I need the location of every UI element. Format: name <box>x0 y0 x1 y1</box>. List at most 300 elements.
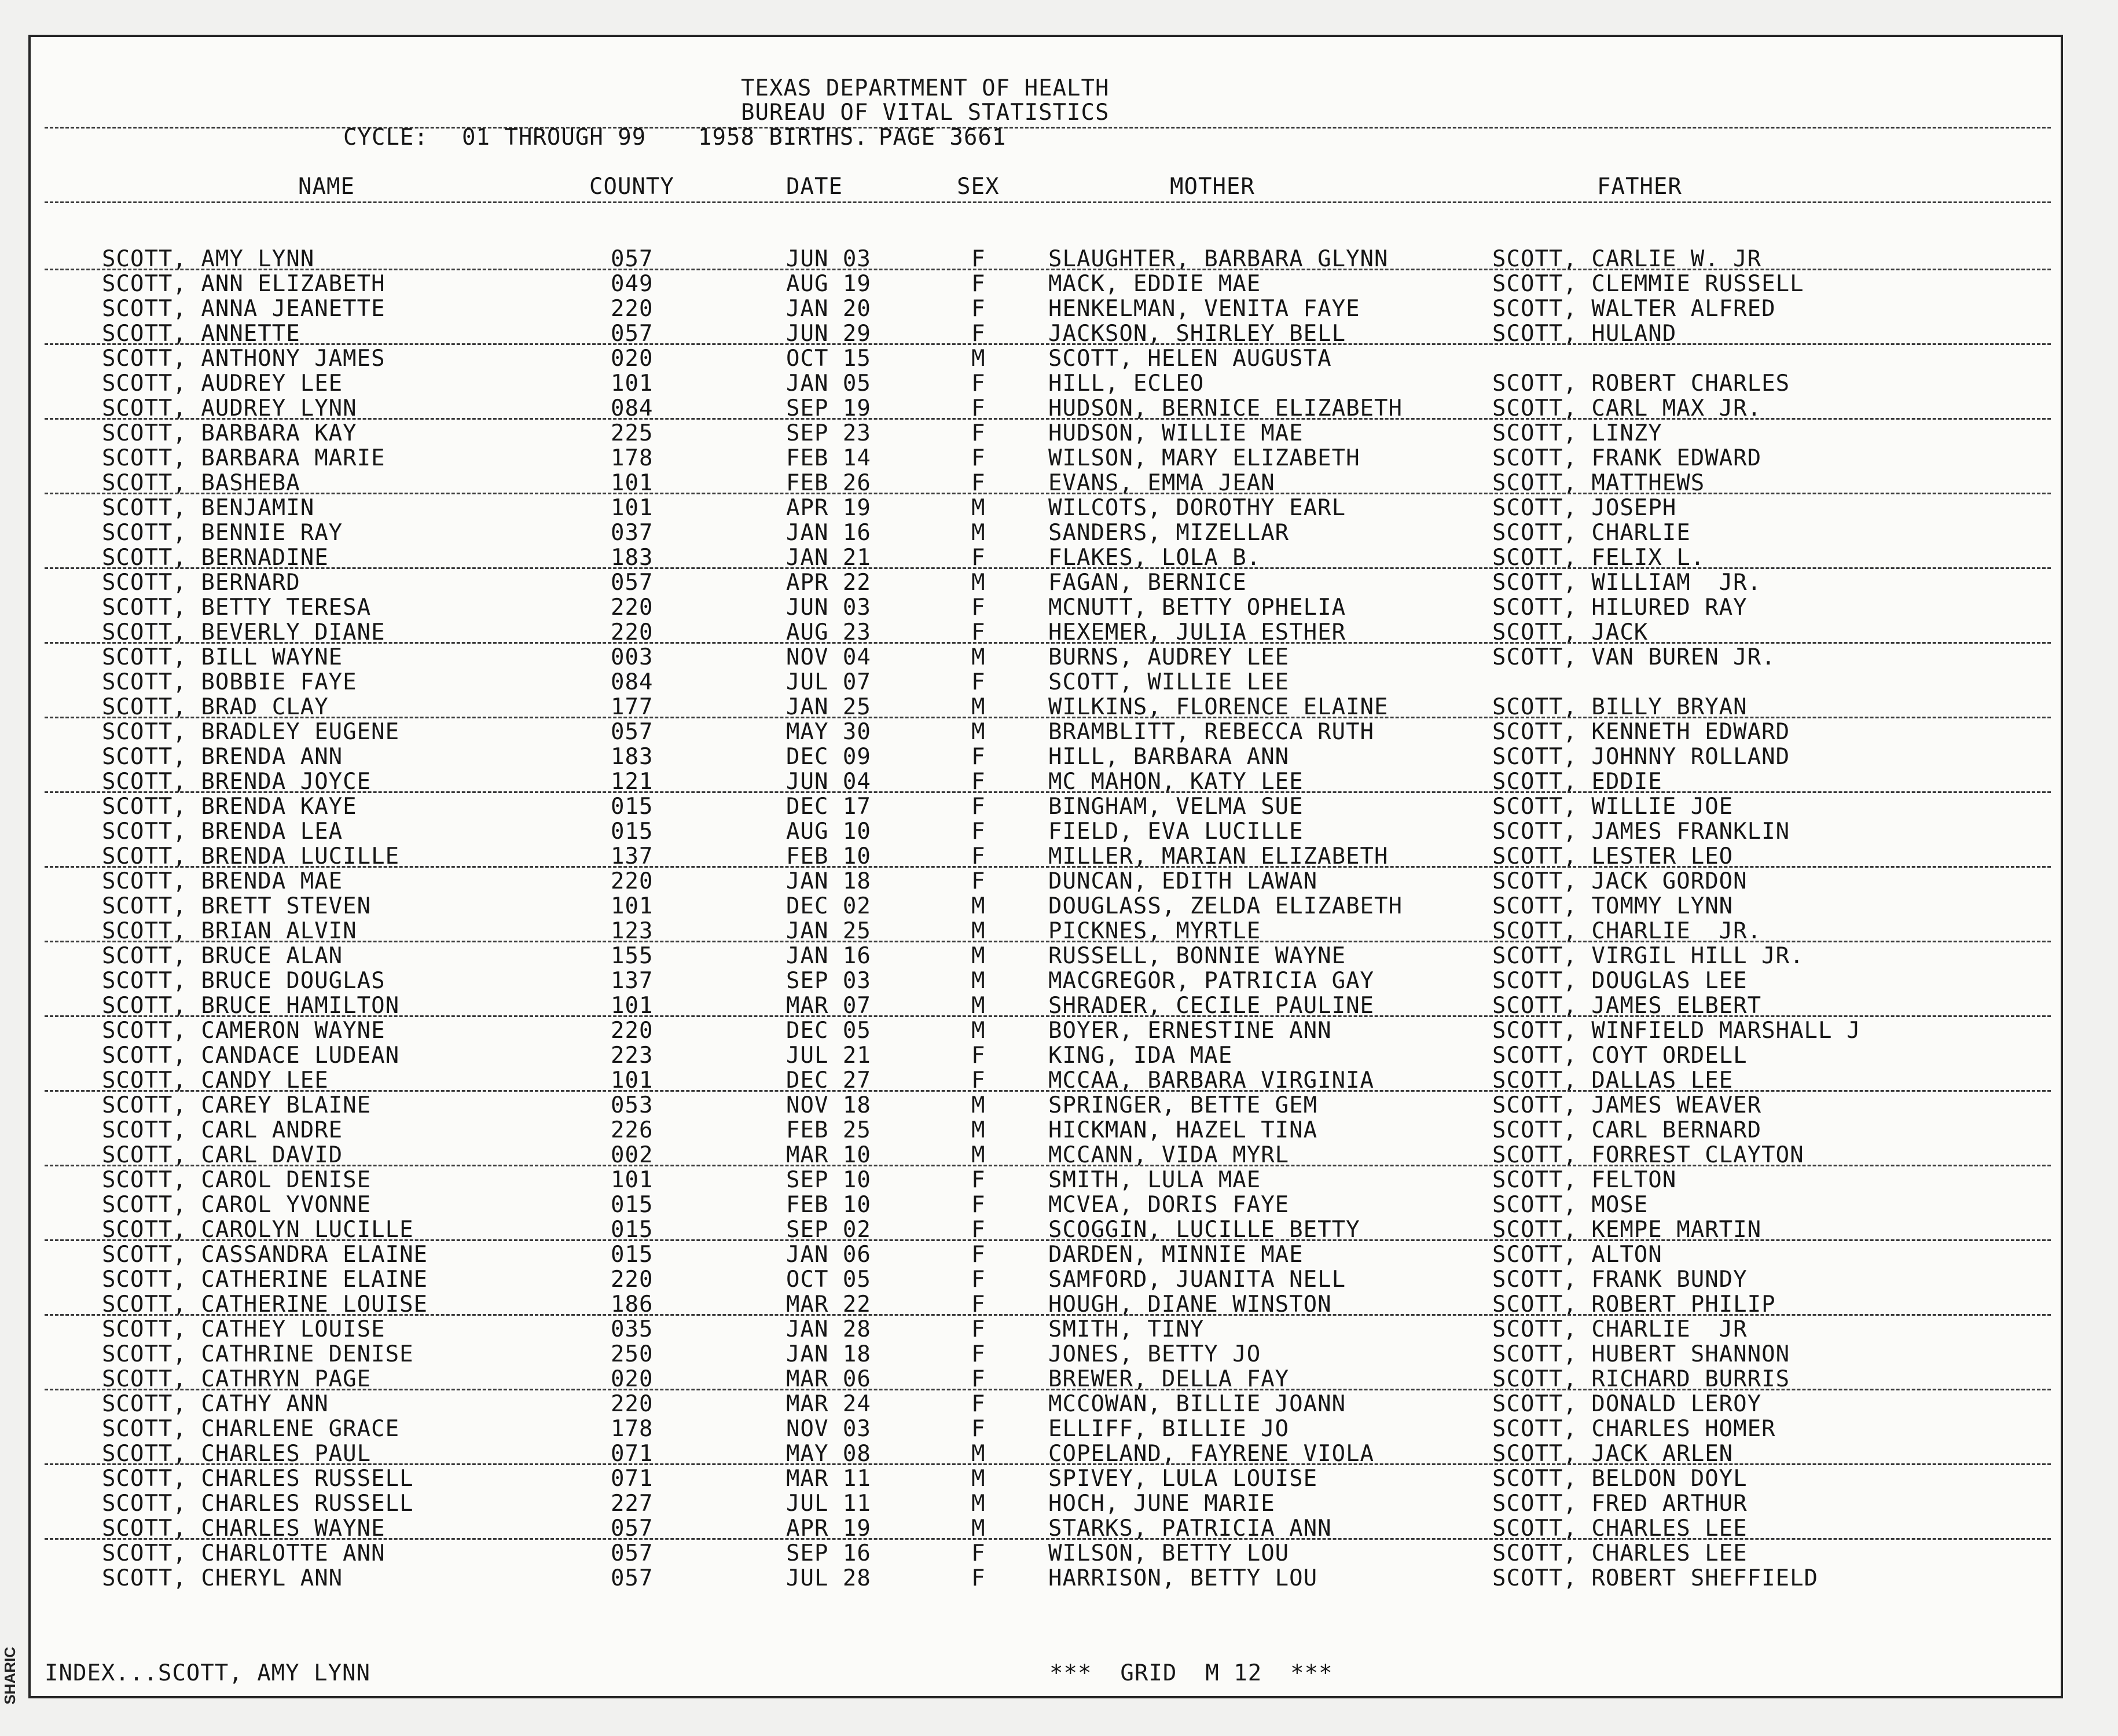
record-name: SCOTT, BRENDA LUCILLE <box>102 843 400 869</box>
record-mother: SMITH, LULA MAE <box>1048 1167 1261 1193</box>
table-row <box>31 993 2065 1018</box>
record-father: SCOTT, EDDIE <box>1492 769 1662 795</box>
record-father: SCOTT, BELDON DOYL <box>1492 1466 1748 1492</box>
table-row <box>31 919 2065 944</box>
record-date: JUN 29 <box>786 321 871 347</box>
record-father: SCOTT, BILLY BRYAN <box>1492 694 1748 720</box>
table-row <box>31 720 2065 744</box>
record-sex: F <box>971 1291 986 1317</box>
record-county: 015 <box>611 1192 654 1218</box>
record-date: FEB 10 <box>786 843 871 869</box>
record-mother: DOUGLASS, ZELDA ELIZABETH <box>1048 893 1403 919</box>
table-row <box>31 620 2065 645</box>
record-date: FEB 26 <box>786 470 871 496</box>
table-row <box>31 794 2065 819</box>
record-date: JAN 28 <box>786 1316 871 1342</box>
record-date: SEP 03 <box>786 968 871 994</box>
record-father: SCOTT, FORREST CLAYTON <box>1492 1142 1804 1168</box>
record-date: SEP 19 <box>786 395 871 421</box>
table-row <box>31 1118 2065 1143</box>
table-row <box>31 670 2065 695</box>
row-separator <box>45 1389 2051 1390</box>
record-sex: F <box>971 619 986 645</box>
record-mother: HENKELMAN, VENITA FAYE <box>1048 296 1360 322</box>
record-date: JUL 11 <box>786 1491 871 1517</box>
table-row <box>31 271 2065 296</box>
table-row <box>31 1516 2065 1541</box>
record-mother: BURNS, AUDREY LEE <box>1048 644 1290 670</box>
record-father: SCOTT, ALTON <box>1492 1242 1662 1268</box>
record-sex: F <box>971 246 986 272</box>
record-sex: M <box>971 1092 986 1118</box>
record-name: SCOTT, ANNETTE <box>102 321 300 347</box>
row-separator <box>45 866 2051 868</box>
record-date: APR 22 <box>786 570 871 596</box>
row-separator <box>45 717 2051 718</box>
record-father: SCOTT, WALTER ALFRED <box>1492 296 1776 322</box>
record-sex: F <box>971 296 986 322</box>
record-name: SCOTT, CATHERINE ELAINE <box>102 1267 428 1293</box>
record-father: SCOTT, CHARLIE <box>1492 520 1691 546</box>
record-name: SCOTT, ANN ELIZABETH <box>102 271 386 297</box>
record-father: SCOTT, FRANK EDWARD <box>1492 445 1762 471</box>
record-county: 057 <box>611 246 654 272</box>
record-mother: BRAMBLITT, REBECCA RUTH <box>1048 719 1375 745</box>
row-separator <box>45 642 2051 644</box>
record-mother: HUDSON, WILLIE MAE <box>1048 420 1304 446</box>
record-name: SCOTT, CAREY BLAINE <box>102 1092 372 1118</box>
record-sex: M <box>971 719 986 745</box>
page-number: PAGE 3661 <box>879 124 1007 151</box>
record-name: SCOTT, CATHRYN PAGE <box>102 1366 372 1392</box>
record-father: SCOTT, KENNETH EDWARD <box>1492 719 1790 745</box>
record-mother: HICKMAN, HAZEL TINA <box>1048 1117 1318 1143</box>
record-mother: HARRISON, BETTY LOU <box>1048 1565 1318 1591</box>
record-name: SCOTT, BRADLEY EUGENE <box>102 719 400 745</box>
record-mother: FAGAN, BERNICE <box>1048 570 1247 596</box>
record-date: JAN 25 <box>786 694 871 720</box>
record-father: SCOTT, ROBERT CHARLES <box>1492 370 1790 397</box>
record-name: SCOTT, BRAD CLAY <box>102 694 329 720</box>
record-sex: F <box>971 420 986 446</box>
record-county: 003 <box>611 644 654 670</box>
record-mother: RUSSELL, BONNIE WAYNE <box>1048 943 1346 969</box>
record-county: 020 <box>611 1366 654 1392</box>
record-father: SCOTT, HUBERT SHANNON <box>1492 1341 1790 1367</box>
record-father: SCOTT, ROBERT SHEFFIELD <box>1492 1565 1819 1591</box>
record-county: 186 <box>611 1291 654 1317</box>
record-county: 250 <box>611 1341 654 1367</box>
record-name: SCOTT, CATHY ANN <box>102 1391 329 1417</box>
table-row <box>31 1267 2065 1292</box>
record-date: MAY 30 <box>786 719 871 745</box>
record-county: 225 <box>611 420 654 446</box>
table-row <box>31 1068 2065 1093</box>
record-date: JUN 03 <box>786 594 871 621</box>
record-county: 035 <box>611 1316 654 1342</box>
table-row <box>31 1192 2065 1217</box>
record-county: 137 <box>611 968 654 994</box>
record-date: DEC 02 <box>786 893 871 919</box>
record-name: SCOTT, BOBBIE FAYE <box>102 669 357 695</box>
table-row <box>31 1143 2065 1168</box>
record-sex: F <box>971 1192 986 1218</box>
record-date: NOV 03 <box>786 1416 871 1442</box>
record-sex: F <box>971 794 986 820</box>
table-row <box>31 844 2065 869</box>
record-county: 101 <box>611 1167 654 1193</box>
row-separator <box>45 567 2051 569</box>
record-sex: M <box>971 694 986 720</box>
record-mother: BREWER, DELLA FAY <box>1048 1366 1290 1392</box>
table-row <box>31 744 2065 769</box>
table-row <box>31 645 2065 670</box>
record-date: JAN 18 <box>786 1341 871 1367</box>
record-date: JAN 16 <box>786 943 871 969</box>
table-row <box>31 1466 2065 1491</box>
record-sex: F <box>971 445 986 471</box>
table-row <box>31 595 2065 620</box>
record-sex: F <box>971 1242 986 1268</box>
record-date: DEC 17 <box>786 794 871 820</box>
record-county: 015 <box>611 1242 654 1268</box>
row-separator <box>45 1090 2051 1092</box>
record-county: 220 <box>611 1267 654 1293</box>
record-mother: WILCOTS, DOROTHY EARL <box>1048 495 1346 521</box>
record-county: 057 <box>611 570 654 596</box>
record-county: 183 <box>611 744 654 770</box>
record-county: 002 <box>611 1142 654 1168</box>
column-father: FATHER <box>1597 174 1682 200</box>
table-row <box>31 1541 2065 1566</box>
row-separator <box>45 1239 2051 1241</box>
record-date: APR 19 <box>786 1515 871 1542</box>
record-name: SCOTT, CARL DAVID <box>102 1142 343 1168</box>
table-row <box>31 247 2065 271</box>
record-father: SCOTT, TOMMY LYNN <box>1492 893 1734 919</box>
table-row <box>31 1043 2065 1068</box>
record-mother: SCOTT, WILLIE LEE <box>1048 669 1290 695</box>
record-sex: F <box>971 1416 986 1442</box>
record-father: SCOTT, HILURED RAY <box>1492 594 1748 621</box>
record-date: FEB 14 <box>786 445 871 471</box>
record-father: SCOTT, CHARLES HOMER <box>1492 1416 1776 1442</box>
record-date: JAN 20 <box>786 296 871 322</box>
record-father: SCOTT, ROBERT PHILIP <box>1492 1291 1776 1317</box>
record-mother: HEXEMER, JULIA ESTHER <box>1048 619 1346 645</box>
record-sex: F <box>971 769 986 795</box>
record-county: 220 <box>611 1391 654 1417</box>
table-row <box>31 1342 2065 1367</box>
table-row <box>31 1441 2065 1466</box>
record-sex: F <box>971 868 986 894</box>
record-county: 177 <box>611 694 654 720</box>
record-father: SCOTT, CARLIE W. JR <box>1492 246 1762 272</box>
table-row <box>31 968 2065 993</box>
record-mother: COPELAND, FAYRENE VIOLA <box>1048 1441 1375 1467</box>
record-father: SCOTT, KEMPE MARTIN <box>1492 1217 1762 1243</box>
record-sex: M <box>971 993 986 1019</box>
record-name: SCOTT, BASHEBA <box>102 470 300 496</box>
record-sex: F <box>971 1391 986 1417</box>
record-father: SCOTT, RICHARD BURRIS <box>1492 1366 1790 1392</box>
table-row <box>31 371 2065 396</box>
record-mother: SAMFORD, JUANITA NELL <box>1048 1267 1346 1293</box>
record-mother: HOCH, JUNE MARIE <box>1048 1491 1275 1517</box>
column-date: DATE <box>786 174 843 200</box>
side-label: SHARIC <box>1 1647 19 1705</box>
record-sex: F <box>971 843 986 869</box>
record-father: SCOTT, WILLIAM JR. <box>1492 570 1762 596</box>
record-name: SCOTT, CAROLYN LUCILLE <box>102 1217 414 1243</box>
record-name: SCOTT, ANNA JEANETTE <box>102 296 386 322</box>
record-county: 101 <box>611 495 654 521</box>
record-name: SCOTT, BENJAMIN <box>102 495 315 521</box>
row-separator <box>45 493 2051 494</box>
record-date: DEC 09 <box>786 744 871 770</box>
record-county: 049 <box>611 271 654 297</box>
record-mother: SPIVEY, LULA LOUISE <box>1048 1466 1318 1492</box>
record-father: SCOTT, LINZY <box>1492 420 1662 446</box>
record-mother: SMITH, TINY <box>1048 1316 1205 1342</box>
record-mother: SCOGGIN, LUCILLE BETTY <box>1048 1217 1360 1243</box>
record-county: 101 <box>611 993 654 1019</box>
table-row <box>31 1168 2065 1192</box>
record-sex: F <box>971 1341 986 1367</box>
record-father: SCOTT, FELTON <box>1492 1167 1677 1193</box>
record-county: 053 <box>611 1092 654 1118</box>
record-county: 178 <box>611 445 654 471</box>
table-row <box>31 1242 2065 1267</box>
table-row <box>31 1367 2065 1392</box>
record-mother: WILKINS, FLORENCE ELAINE <box>1048 694 1389 720</box>
record-sex: F <box>971 1316 986 1342</box>
record-county: 015 <box>611 1217 654 1243</box>
record-mother: STARKS, PATRICIA ANN <box>1048 1515 1332 1542</box>
table-row <box>31 296 2065 321</box>
table-row <box>31 570 2065 595</box>
record-mother: SANDERS, MIZELLAR <box>1048 520 1290 546</box>
record-mother: FLAKES, LOLA B. <box>1048 545 1261 571</box>
record-county: 057 <box>611 1515 654 1542</box>
record-date: JAN 06 <box>786 1242 871 1268</box>
record-sex: F <box>971 321 986 347</box>
record-mother: HUDSON, BERNICE ELIZABETH <box>1048 395 1403 421</box>
row-separator <box>45 941 2051 942</box>
cycle-label: CYCLE: <box>343 124 428 151</box>
record-county: 015 <box>611 794 654 820</box>
record-name: SCOTT, BRIAN ALVIN <box>102 918 357 944</box>
record-mother: MCNUTT, BETTY OPHELIA <box>1048 594 1346 621</box>
index-footer: INDEX...SCOTT, AMY LYNN <box>45 1660 371 1686</box>
record-sex: M <box>971 644 986 670</box>
record-sex: F <box>971 395 986 421</box>
record-county: 155 <box>611 943 654 969</box>
record-father: SCOTT, CARL BERNARD <box>1492 1117 1762 1143</box>
record-father: SCOTT, CHARLIE JR. <box>1492 918 1762 944</box>
record-county: 220 <box>611 868 654 894</box>
record-date: OCT 15 <box>786 346 871 372</box>
record-sex: M <box>971 346 986 372</box>
record-county: 084 <box>611 669 654 695</box>
record-father: SCOTT, FRANK BUNDY <box>1492 1267 1748 1293</box>
record-sex: F <box>971 370 986 397</box>
table-row <box>31 1018 2065 1043</box>
record-name: SCOTT, BARBARA KAY <box>102 420 357 446</box>
record-father: SCOTT, FELIX L. <box>1492 545 1705 571</box>
record-name: SCOTT, AUDREY LEE <box>102 370 343 397</box>
record-county: 101 <box>611 1067 654 1093</box>
record-father: SCOTT, CHARLES LEE <box>1492 1540 1748 1566</box>
table-row <box>31 769 2065 794</box>
record-county: 227 <box>611 1491 654 1517</box>
record-father: SCOTT, CHARLIE JR <box>1492 1316 1748 1342</box>
record-father: SCOTT, JACK ARLEN <box>1492 1441 1734 1467</box>
document-frame <box>28 35 2063 1698</box>
row-separator <box>45 418 2051 420</box>
record-mother: KING, IDA MAE <box>1048 1043 1233 1069</box>
record-name: SCOTT, BARBARA MARIE <box>102 445 386 471</box>
record-county: 101 <box>611 470 654 496</box>
record-father: SCOTT, LESTER LEO <box>1492 843 1734 869</box>
record-date: AUG 23 <box>786 619 871 645</box>
record-father: SCOTT, HULAND <box>1492 321 1677 347</box>
column-sex: SEX <box>957 174 1000 200</box>
record-name: SCOTT, CAMERON WAYNE <box>102 1018 386 1044</box>
record-name: SCOTT, BETTY TERESA <box>102 594 372 621</box>
record-county: 178 <box>611 1416 654 1442</box>
record-father: SCOTT, VAN BUREN JR. <box>1492 644 1776 670</box>
table-row <box>31 1416 2065 1441</box>
table-row <box>31 1566 2065 1591</box>
record-name: SCOTT, BRENDA MAE <box>102 868 343 894</box>
record-name: SCOTT, BRENDA ANN <box>102 744 343 770</box>
column-mother: MOTHER <box>1170 174 1255 200</box>
table-row <box>31 346 2065 371</box>
record-date: MAR 22 <box>786 1291 871 1317</box>
record-sex: F <box>971 1366 986 1392</box>
record-mother: MILLER, MARIAN ELIZABETH <box>1048 843 1389 869</box>
table-row <box>31 545 2065 570</box>
record-name: SCOTT, BERNARD <box>102 570 300 596</box>
record-county: 137 <box>611 843 654 869</box>
header-rule-bottom <box>45 201 2051 203</box>
row-separator <box>45 343 2051 345</box>
table-row <box>31 1392 2065 1416</box>
record-sex: M <box>971 893 986 919</box>
record-mother: MCVEA, DORIS FAYE <box>1048 1192 1290 1218</box>
record-county: 057 <box>611 1565 654 1591</box>
record-sex: M <box>971 968 986 994</box>
record-name: SCOTT, BEVERLY DIANE <box>102 619 386 645</box>
record-name: SCOTT, CARL ANDRE <box>102 1117 343 1143</box>
record-date: JUL 07 <box>786 669 871 695</box>
record-name: SCOTT, BRUCE ALAN <box>102 943 343 969</box>
record-mother: MCCANN, VIDA MYRL <box>1048 1142 1290 1168</box>
record-mother: SCOTT, HELEN AUGUSTA <box>1048 346 1332 372</box>
record-name: SCOTT, CHARLOTTE ANN <box>102 1540 386 1566</box>
row-separator <box>45 1314 2051 1316</box>
record-date: JUN 03 <box>786 246 871 272</box>
record-name: SCOTT, CATHERINE LOUISE <box>102 1291 428 1317</box>
record-father: SCOTT, JAMES ELBERT <box>1492 993 1762 1019</box>
bureau-title: BUREAU OF VITAL STATISTICS <box>741 100 1110 126</box>
record-father: SCOTT, CLEMMIE RUSSELL <box>1492 271 1804 297</box>
record-mother: DARDEN, MINNIE MAE <box>1048 1242 1304 1268</box>
record-date: DEC 05 <box>786 1018 871 1044</box>
record-sex: F <box>971 1267 986 1293</box>
record-name: SCOTT, CASSANDRA ELAINE <box>102 1242 428 1268</box>
table-row <box>31 1317 2065 1342</box>
record-mother: PICKNES, MYRTLE <box>1048 918 1261 944</box>
cycle-value: 01 THROUGH 99 <box>462 124 647 151</box>
record-sex: F <box>971 545 986 571</box>
record-mother: MCCOWAN, BILLIE JOANN <box>1048 1391 1346 1417</box>
record-father: SCOTT, JAMES FRANKLIN <box>1492 819 1790 845</box>
record-mother: HOUGH, DIANE WINSTON <box>1048 1291 1332 1317</box>
table-row <box>31 421 2065 446</box>
row-separator <box>45 269 2051 270</box>
record-sex: F <box>971 744 986 770</box>
record-name: SCOTT, BENNIE RAY <box>102 520 343 546</box>
record-name: SCOTT, BRETT STEVEN <box>102 893 372 919</box>
record-sex: M <box>971 918 986 944</box>
record-father: SCOTT, DOUGLAS LEE <box>1492 968 1748 994</box>
record-name: SCOTT, CANDACE LUDEAN <box>102 1043 400 1069</box>
record-father: SCOTT, FRED ARTHUR <box>1492 1491 1748 1517</box>
table-row <box>31 1217 2065 1242</box>
record-mother: MCCAA, BARBARA VIRGINIA <box>1048 1067 1375 1093</box>
record-sex: M <box>971 1466 986 1492</box>
table-row <box>31 446 2065 471</box>
record-mother: HILL, BARBARA ANN <box>1048 744 1290 770</box>
record-county: 220 <box>611 1018 654 1044</box>
year-births: 1958 BIRTHS. <box>698 124 868 151</box>
record-date: FEB 10 <box>786 1192 871 1218</box>
row-separator <box>45 1538 2051 1540</box>
record-county: 220 <box>611 619 654 645</box>
table-row <box>31 496 2065 520</box>
record-mother: BINGHAM, VELMA SUE <box>1048 794 1304 820</box>
record-mother: JONES, BETTY JO <box>1048 1341 1261 1367</box>
record-county: 226 <box>611 1117 654 1143</box>
record-date: JAN 25 <box>786 918 871 944</box>
record-mother: SLAUGHTER, BARBARA GLYNN <box>1048 246 1389 272</box>
record-name: SCOTT, BRENDA KAYE <box>102 794 357 820</box>
record-date: JUL 21 <box>786 1043 871 1069</box>
row-separator <box>45 1463 2051 1465</box>
record-sex: F <box>971 271 986 297</box>
record-date: JAN 05 <box>786 370 871 397</box>
record-date: SEP 23 <box>786 420 871 446</box>
record-mother: WILSON, MARY ELIZABETH <box>1048 445 1360 471</box>
record-date: AUG 10 <box>786 819 871 845</box>
record-sex: F <box>971 669 986 695</box>
record-date: SEP 16 <box>786 1540 871 1566</box>
record-date: NOV 04 <box>786 644 871 670</box>
record-date: OCT 05 <box>786 1267 871 1293</box>
record-father: SCOTT, VIRGIL HILL JR. <box>1492 943 1804 969</box>
record-father: SCOTT, CARL MAX JR. <box>1492 395 1762 421</box>
record-date: JUN 04 <box>786 769 871 795</box>
record-name: SCOTT, CHARLES RUSSELL <box>102 1466 414 1492</box>
record-county: 015 <box>611 819 654 845</box>
record-father: SCOTT, JOSEPH <box>1492 495 1677 521</box>
record-sex: M <box>971 1441 986 1467</box>
record-date: MAR 24 <box>786 1391 871 1417</box>
record-mother: MACGREGOR, PATRICIA GAY <box>1048 968 1375 994</box>
record-mother: MACK, EDDIE MAE <box>1048 271 1261 297</box>
